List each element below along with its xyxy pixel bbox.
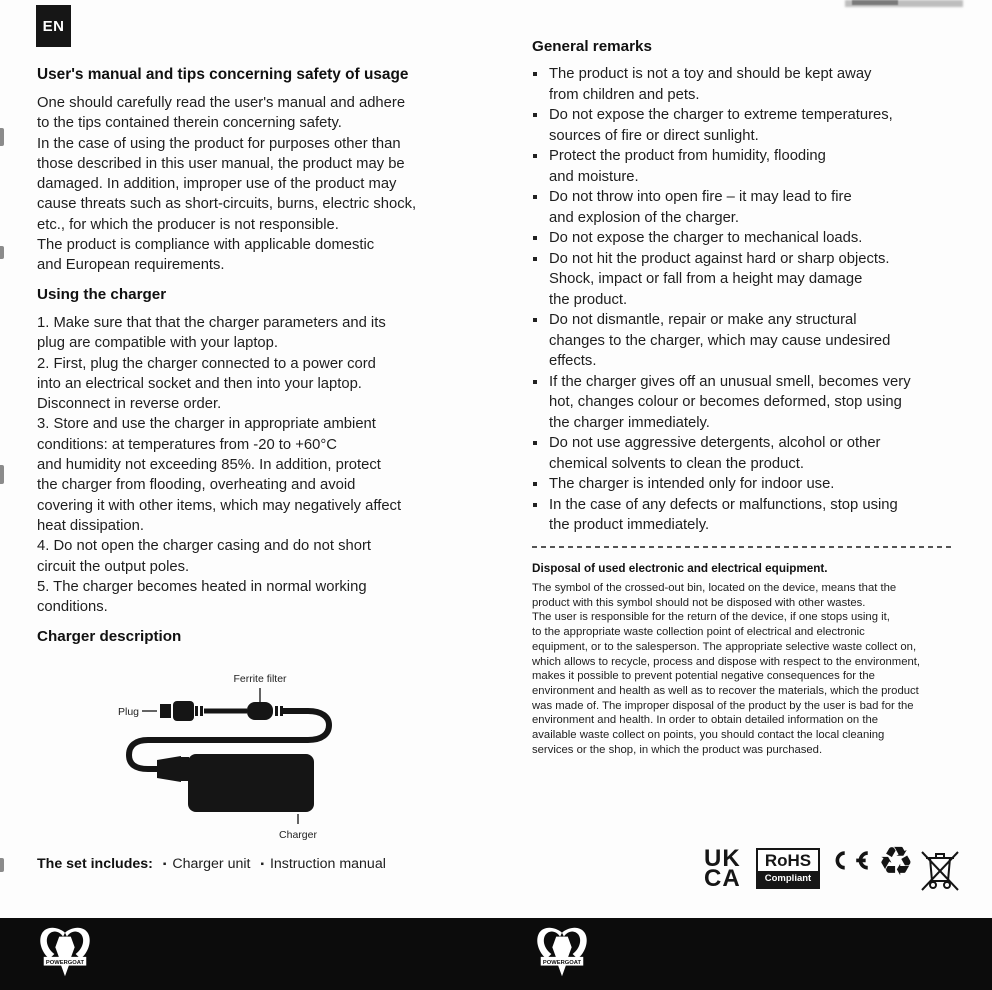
intro-paragraph: One should carefully read the user's manual and adhere to the tips contained therein concerning safety. In the case of using the product for purposes other than those described in this user manual, the product may be damaged. In addition, improper use of the product may cause threats such as short-circuits, burns, electric shock, etc., for which the producer is not responsible. The product is compliance with applicable domestic and European requirements. (37, 95, 417, 274)
disposal-heading: Disposal of used electronic and electrical equipment. (532, 562, 828, 575)
rohs-mark (756, 848, 820, 889)
ukca-mark (704, 845, 750, 892)
scan-artifact (0, 465, 4, 484)
bullet-marker-icon (533, 195, 537, 199)
bullet-marker-icon (533, 257, 537, 261)
dashed-divider (532, 546, 954, 548)
bullet-item (532, 249, 982, 311)
section-heading-general-remarks: General remarks (532, 38, 652, 55)
ukca-bottom-text: CA (704, 865, 741, 892)
bullet-text: In the case of any defects or malfunctions, stop using the product immediately. (549, 496, 898, 533)
plug-icon (160, 701, 203, 721)
recycle-icon: ♻ (878, 840, 914, 884)
bullet-text: Do not expose the charger to mechanical loads. (549, 230, 863, 246)
plug-label: Plug (117, 706, 139, 718)
powergoat-wordmark: POWERGOAT (45, 959, 85, 966)
bullet-marker-icon (533, 154, 537, 158)
bullet-marker-icon: ▪ (162, 859, 167, 870)
bullet-text: If the charger gives off an unusual smell, becomes very hot, changes colour or becomes deformed, stop using the charger immediately. (549, 373, 911, 431)
general-remarks-list (532, 64, 982, 536)
bullet-text: Do not dismantle, repair or make any structural changes to the charger, which may cause undesired effects. (549, 312, 891, 369)
set-includes-label: The set includes: (37, 856, 153, 872)
bullet-text: Do not throw into open fire – it may lead to fire and explosion of the charger. (549, 189, 852, 226)
bullet-text: Do not use aggressive detergents, alcohol or other chemical solvents to clean the product. (549, 435, 881, 472)
bullet-item (532, 372, 982, 434)
bullet-item (532, 474, 982, 495)
charger-diagram (36, 658, 476, 848)
bullet-text: The charger is intended only for indoor use. (549, 476, 835, 492)
scan-artifact (0, 246, 4, 259)
bullet-marker-icon (533, 482, 537, 486)
bullet-item (532, 146, 982, 187)
charger-diagram-drawing (36, 658, 476, 848)
bullet-text: Protect the product from humidity, flooding and moisture. (549, 148, 826, 185)
bullet-item (532, 105, 982, 146)
bullet-marker-icon (533, 236, 537, 240)
bullet-marker-icon (533, 441, 537, 445)
bullet-text: The product is not a toy and should be kept away from children and pets. (549, 66, 872, 103)
scan-artifact (0, 128, 4, 146)
bullet-text: Do not expose the charger to extreme temperatures, sources of fire or direct sunlight. (549, 107, 893, 144)
powergoat-logo (533, 924, 591, 980)
weee-crossed-bin-icon (918, 845, 962, 893)
set-item: ▪ Charger unit (162, 856, 251, 872)
scan-artifact (0, 858, 4, 872)
powergoat-logo (36, 924, 94, 980)
set-item: ▪ Instruction manual (260, 856, 386, 872)
bullet-item (532, 310, 982, 372)
bullet-marker-icon (533, 380, 537, 384)
bullet-marker-icon (533, 72, 537, 76)
bullet-item (532, 495, 982, 536)
ferrite-filter-icon (247, 702, 283, 720)
ce-mark-icon (829, 851, 873, 885)
bullet-item (532, 228, 982, 249)
bullet-item (532, 433, 982, 474)
rohs-label: RoHS (764, 851, 812, 870)
ukca-top-text: UK (704, 845, 741, 872)
bullet-item (532, 64, 982, 105)
bullet-marker-icon: ▪ (260, 859, 264, 870)
page-title: User's manual and tips concerning safety of usage (37, 66, 409, 83)
using-the-charger-paragraph: 1. Make sure that that the charger parameters and its plug are compatible with your laptop. 2. First, plug the charger connected to a power cord into an electrical socket and then into your laptop. Disconnect in reverse order. 3. Store and use the charger in appropriate ambient conditions: at temperatures from -20 to +60°C and humidity not exceeding 85%. In addition, protect the charger from flooding, overheating and avoid covering it with other items, which may negatively affect heat dissipation. 4. Do not open the charger casing and do not short circuit the output poles. 5. The charger becomes heated in normal working conditions. (37, 315, 402, 616)
section-heading-using-the-charger: Using the charger (37, 286, 167, 303)
ferrite-filter-label: Ferrite filter (233, 673, 287, 685)
charger-brick-icon (188, 754, 314, 812)
bullet-marker-icon (533, 318, 537, 322)
charger-label: Charger (279, 829, 317, 841)
bullet-item (532, 187, 982, 228)
language-badge: EN (36, 5, 71, 47)
bullet-marker-icon (533, 503, 537, 507)
powergoat-wordmark: POWERGOAT (542, 959, 582, 966)
bullet-marker-icon (533, 113, 537, 117)
rohs-compliant-label: Compliant (758, 871, 818, 887)
set-includes-items (153, 856, 386, 872)
bullet-text: Do not hit the product against hard or sharp objects. Shock, impact or fall from a height may damage the product. (549, 250, 890, 308)
scan-artifact (852, 0, 898, 5)
section-heading-charger-description: Charger description (37, 628, 182, 645)
disposal-paragraph: The symbol of the crossed-out bin, located on the device, means that the product with this symbol should not be disposed with other wastes. The user is responsible for the return of the device, if one stops using it, to the appropriate waste collection point of electrical and electronic equipment, or to the salesperson. The appropriate selective waste collect on, which allows to recycle, process and dispose with respect to the environment, makes it possible to prevent potential negative consequences for the environment and health as well as to recover the materials, which the product was made of. The improper disposal of the product by the user is bad for the environment and health. In order to obtain detailed information on the available waste collect on points, you should contact the local cleaning services or the shop, in which the product was purchased. (532, 582, 921, 756)
footer-band (0, 918, 992, 990)
set-includes-line (37, 856, 386, 872)
charger-connector-icon (157, 756, 189, 782)
